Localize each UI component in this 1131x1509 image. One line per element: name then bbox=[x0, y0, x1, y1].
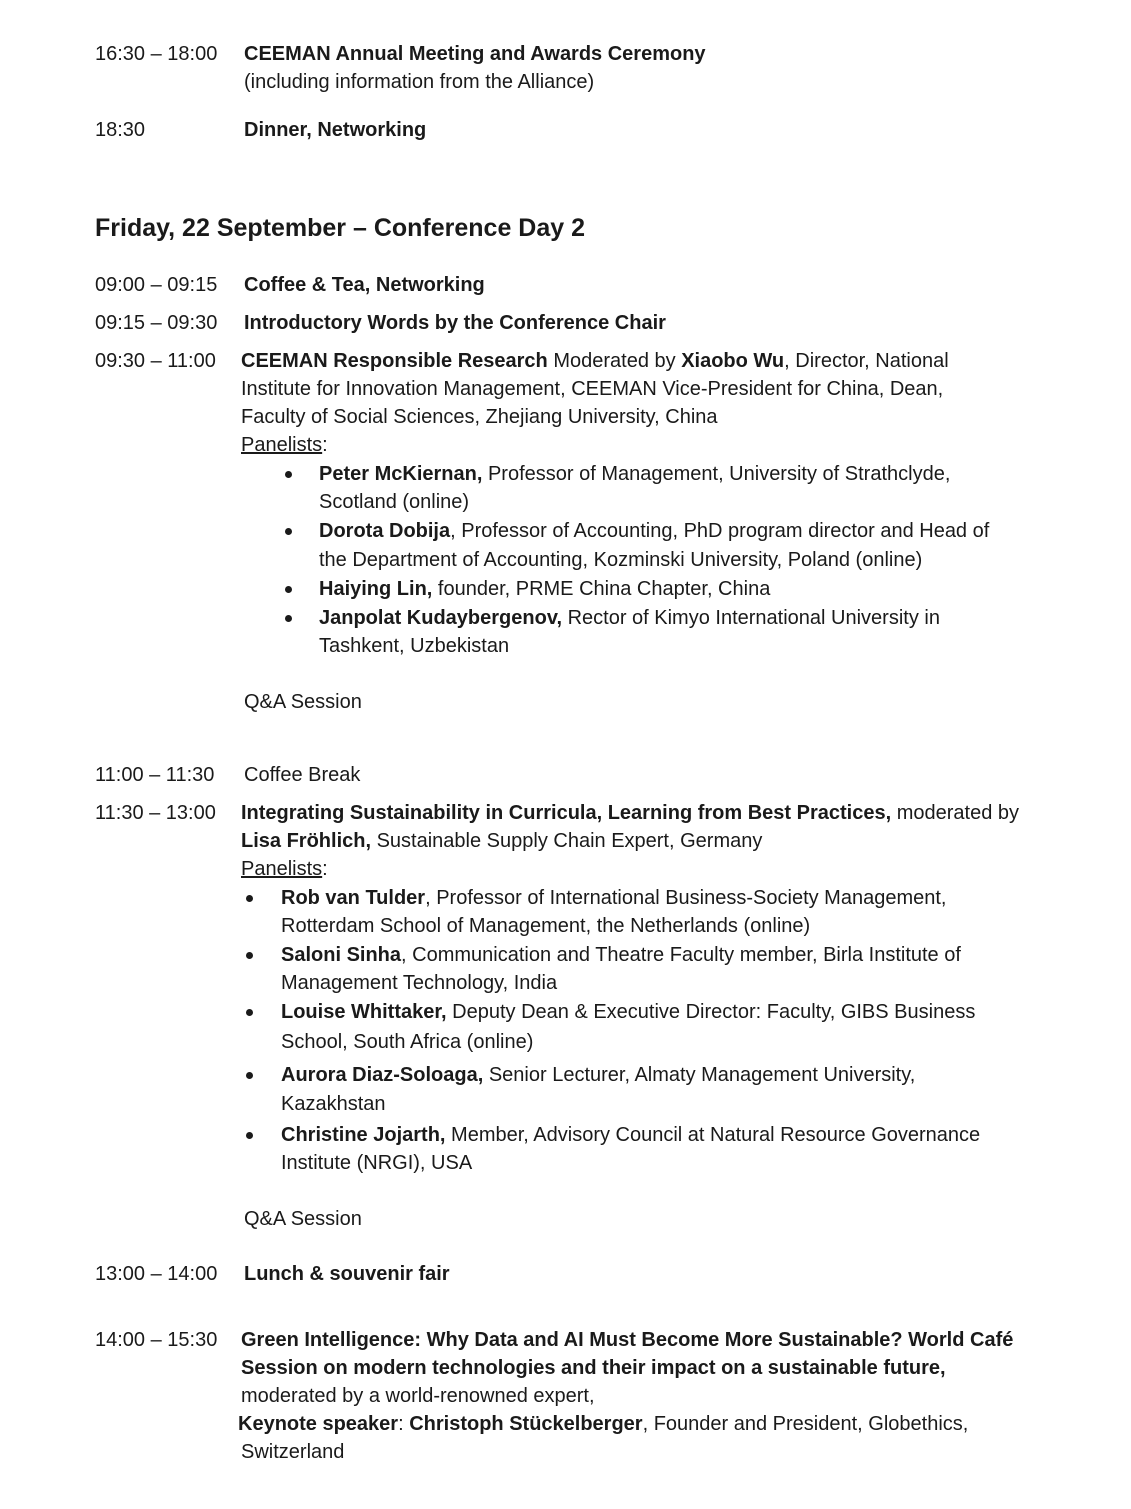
bullet-icon bbox=[285, 471, 292, 478]
session-note: (including information from the Alliance) bbox=[244, 71, 595, 93]
keynote-label: Keynote speaker bbox=[238, 1413, 399, 1435]
panelist-item: Christine Jojarth, Member, Advisory Council at Natural Resource Governance bbox=[281, 1124, 981, 1146]
session-title-cont: Session on modern technologies and their impact on a sustainable future, bbox=[241, 1357, 946, 1379]
time-slot: 09:15 – 09:30 bbox=[95, 312, 218, 334]
panelist-item: Dorota Dobija, Professor of Accounting, PhD program director and Head of bbox=[319, 520, 990, 542]
moderated-by-text: moderated by a world-renowned expert, bbox=[241, 1385, 595, 1407]
panelist-item: Louise Whittaker, Deputy Dean & Executive Director: Faculty, GIBS Business bbox=[281, 1001, 976, 1023]
session-title: Green Intelligence: Why Data and AI Must Become More Sustainable? World Café bbox=[241, 1329, 1014, 1351]
moderator-affiliation: Institute for Innovation Management, CEEMAN Vice-President for China, Dean, bbox=[241, 378, 944, 400]
moderator-name: Xiaobo Wu bbox=[681, 350, 785, 372]
bullet-icon bbox=[246, 1009, 253, 1016]
panelist-item-cont: School, South Africa (online) bbox=[281, 1031, 534, 1053]
time-slot: 18:30 bbox=[95, 119, 146, 141]
session-title-line bbox=[241, 799, 1019, 827]
panelist-item: Haiying Lin, founder, PRME China Chapter, China bbox=[319, 578, 771, 600]
moderator-affiliation: , Director, National bbox=[784, 350, 949, 372]
bullet-icon bbox=[246, 1132, 253, 1139]
bullet-icon bbox=[285, 615, 292, 622]
panelist-item-cont: Management Technology, India bbox=[281, 972, 558, 994]
moderator-line bbox=[241, 827, 762, 855]
panelist-item-cont: Tashkent, Uzbekistan bbox=[319, 635, 510, 657]
moderator-name: Lisa Fröhlich, bbox=[241, 830, 372, 852]
session-title: CEEMAN Responsible Research bbox=[241, 350, 548, 372]
session-title: CEEMAN Annual Meeting and Awards Ceremony bbox=[244, 43, 706, 65]
session-title: Dinner, Networking bbox=[244, 119, 427, 141]
keynote-affiliation: , Founder and President, Globethics, bbox=[642, 1413, 969, 1435]
moderated-by-text: Moderated by bbox=[547, 350, 682, 372]
keynote-line: Keynote speaker: Christoph Stückelberger, Founder and President, Globethics, bbox=[238, 1413, 969, 1435]
time-slot: 09:30 – 11:00 bbox=[95, 350, 216, 372]
keynote-name: Christoph Stückelberger bbox=[409, 1413, 643, 1435]
moderator-affiliation: Faculty of Social Sciences, Zhejiang University, China bbox=[241, 406, 718, 428]
panelist-item: Rob van Tulder, Professor of International Business-Society Management, bbox=[281, 887, 947, 909]
bullet-icon bbox=[246, 895, 253, 902]
panelist-item: Saloni Sinha, Communication and Theatre Faculty member, Birla Institute of bbox=[281, 944, 961, 966]
day-heading: Friday, 22 September – Conference Day 2 bbox=[95, 214, 586, 242]
keynote-affiliation: Switzerland bbox=[241, 1441, 345, 1463]
qa-session: Q&A Session bbox=[244, 1208, 362, 1230]
session-title: Coffee Break bbox=[244, 764, 361, 786]
bullet-icon bbox=[285, 528, 292, 535]
session-title: Integrating Sustainability in Curricula, Learning from Best Practices, bbox=[241, 802, 892, 824]
panelist-item-cont: Rotterdam School of Management, the Netherlands (online) bbox=[281, 915, 811, 937]
moderator-affiliation: Sustainable Supply Chain Expert, Germany bbox=[371, 830, 763, 852]
session-title-line bbox=[241, 347, 949, 375]
time-slot: 09:00 – 09:15 bbox=[95, 274, 218, 296]
qa-session: Q&A Session bbox=[244, 691, 362, 713]
moderated-by-text: moderated by bbox=[891, 802, 1020, 824]
time-slot: 11:00 – 11:30 bbox=[95, 764, 215, 786]
panelist-item-cont: Scotland (online) bbox=[319, 491, 470, 513]
panelist-item-cont: Kazakhstan bbox=[281, 1093, 386, 1115]
panelists-label: Panelists: bbox=[241, 858, 328, 880]
panelist-item: Janpolat Kudaybergenov, Rector of Kimyo International University in bbox=[319, 607, 940, 629]
session-title: Introductory Words by the Conference Chair bbox=[244, 312, 666, 334]
session-title: Lunch & souvenir fair bbox=[244, 1263, 450, 1285]
panelist-item-cont: Institute (NRGI), USA bbox=[281, 1152, 473, 1174]
session-title: Coffee & Tea, Networking bbox=[244, 274, 485, 296]
panelist-item-cont: the Department of Accounting, Kozminski University, Poland (online) bbox=[319, 549, 923, 571]
panelists-label: Panelists: bbox=[241, 434, 328, 456]
bullet-icon bbox=[285, 586, 292, 593]
time-slot: 16:30 – 18:00 bbox=[95, 43, 218, 65]
panelist-item: Aurora Diaz-Soloaga, Senior Lecturer, Almaty Management University, bbox=[281, 1064, 916, 1086]
bullet-icon bbox=[246, 952, 253, 959]
panelist-item: Peter McKiernan, Professor of Management, University of Strathclyde, bbox=[319, 463, 951, 485]
time-slot: 11:30 – 13:00 bbox=[95, 802, 216, 824]
time-slot: 14:00 – 15:30 bbox=[95, 1329, 218, 1351]
time-slot: 13:00 – 14:00 bbox=[95, 1263, 218, 1285]
bullet-icon bbox=[246, 1072, 253, 1079]
